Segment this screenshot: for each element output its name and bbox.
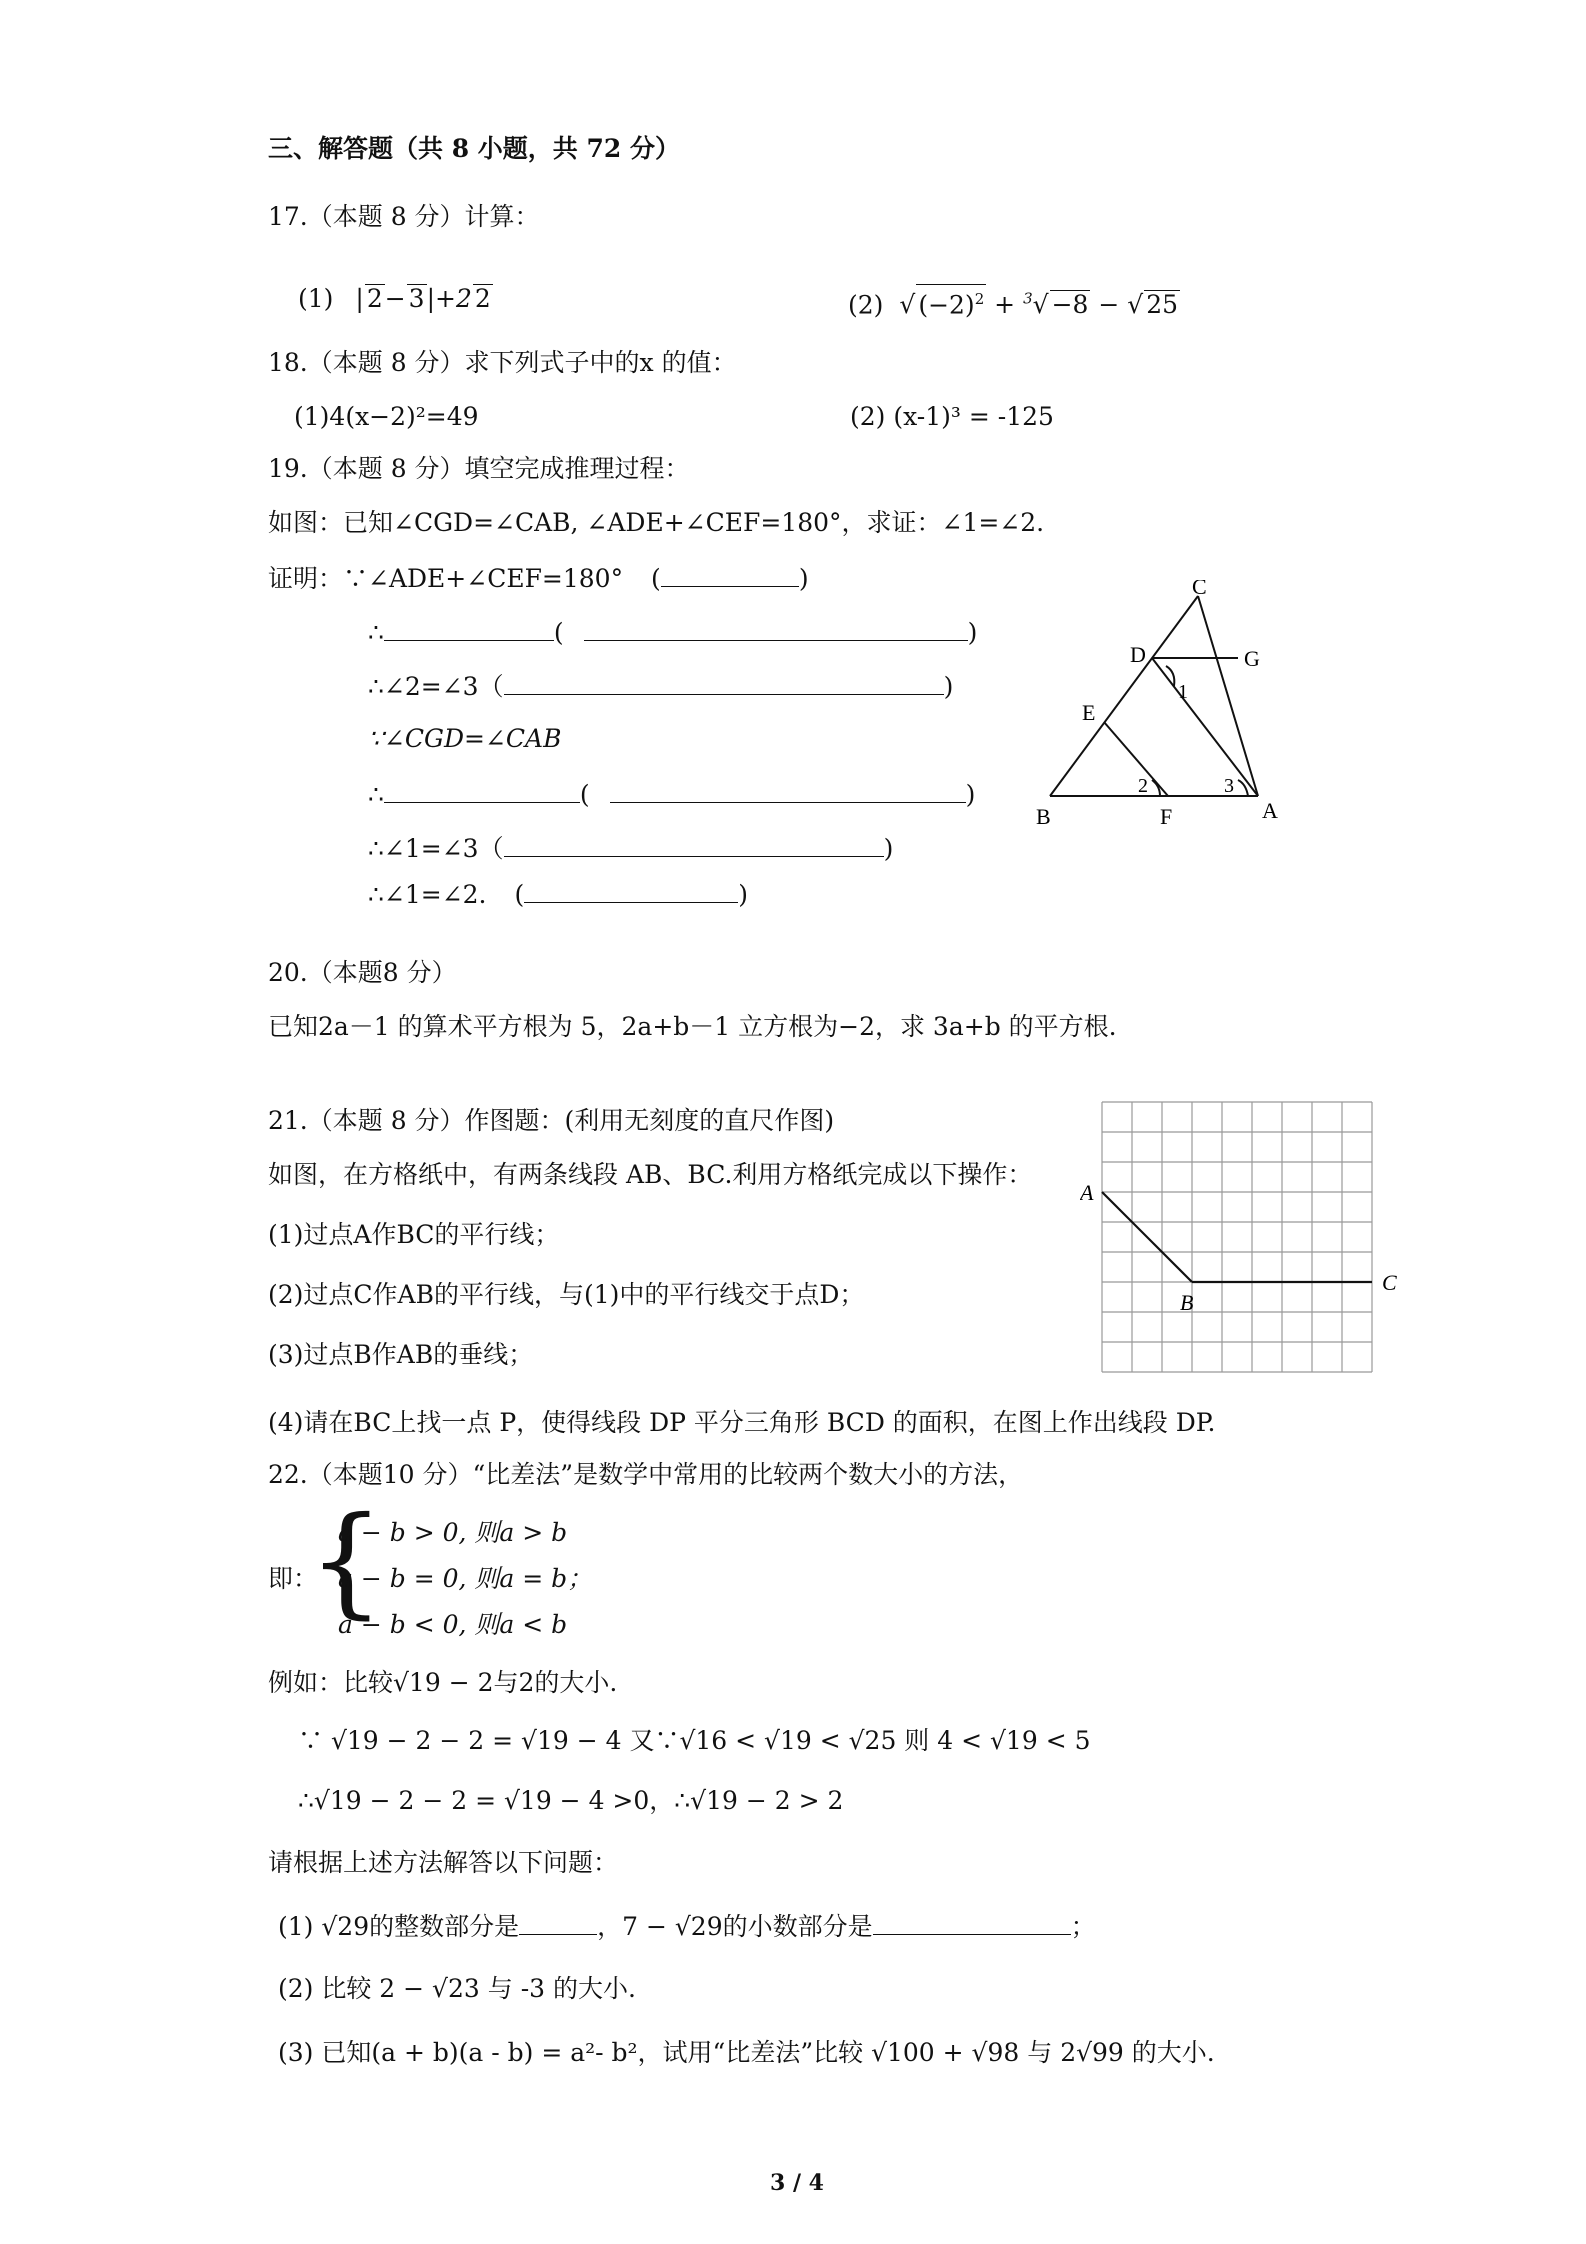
q19-step4: ∴ ( ) — [368, 776, 975, 812]
q19-step2: ∴∠2=∠3（ ) — [368, 668, 953, 704]
q19-step3: ∵∠CGD=∠CAB — [368, 724, 562, 753]
q22-example: 例如：比较√19 − 2与2的大小. — [268, 1668, 618, 1697]
fig-label-f: F — [1160, 804, 1173, 829]
q17-part1: (1) | 2− 3|+2 2 — [298, 284, 491, 313]
q19-step4-text: ∴ — [368, 780, 384, 809]
cases-brace: { — [308, 1492, 385, 1631]
grid-label-c: C — [1382, 1270, 1397, 1295]
answer-blank[interactable] — [661, 560, 799, 587]
q17-part2: (2) √ $(-2)^2 + ^3√ -8$ − √ 25 — [848, 282, 1180, 322]
q22-part1-b: ，7 − √29的小数部分是 — [597, 1912, 873, 1941]
q19-step6: ∴∠1=∠2. ( ) — [368, 876, 748, 912]
q17-part2-label: (2) — [848, 290, 884, 320]
q22-part1 — [278, 1908, 1096, 1944]
q19-step6-text: ∴∠1=∠2. — [368, 880, 487, 909]
answer-blank[interactable] — [384, 776, 580, 803]
answer-blank[interactable] — [504, 830, 884, 857]
fig-angle-1: 1 — [1178, 681, 1188, 703]
q22-prompt: 请根据上述方法解答以下问题： — [268, 1848, 619, 1877]
q19-step5-text: ∴∠1=∠3 — [368, 834, 479, 863]
q19-step2-text: ∴∠2=∠3 — [368, 672, 479, 701]
answer-blank[interactable] — [519, 1908, 597, 1935]
fig-label-c: C — [1192, 580, 1207, 599]
q21-step4: (4)请在BC上找一点 P，使得线段 DP 平分三角形 BCD 的面积，在图上作出线段 DP. — [268, 1408, 1216, 1437]
q19-heading: 19.（本题 8 分）填空完成推理过程： — [268, 454, 690, 483]
grid-label-b: B — [1180, 1290, 1194, 1315]
answer-blank[interactable] — [524, 876, 738, 903]
fig-label-d: D — [1130, 642, 1146, 667]
q20-body: 已知2a－1 的算术平方根为 5，2a+b－1 立方根为−2，求 3a+b 的平方根. — [268, 1012, 1117, 1041]
q21-step1: (1)过点A作BC的平行线； — [268, 1220, 560, 1249]
q19-triangle-figure — [1010, 580, 1310, 830]
q19-step5: ∴∠1=∠3（ ) — [368, 830, 893, 866]
q19-proof-start: 证明：∵∠ADE+∠CEF=180° ( ) — [268, 560, 809, 596]
q22-heading: 22.（本题10 分）“比差法”是数学中常用的比较两个数大小的方法， — [268, 1460, 1024, 1489]
grid-label-a: A — [1080, 1180, 1094, 1205]
q19-step1: ∴ ( ) — [368, 614, 977, 650]
q19-step1-text: ∴ — [368, 618, 384, 647]
q22-case2: a − b = 0, 则a = b； — [338, 1564, 593, 1593]
q22-ji: 即： — [268, 1564, 319, 1593]
answer-blank[interactable] — [504, 668, 944, 695]
q22-case3: a − b < 0, 则a < b — [338, 1610, 568, 1639]
q22-example-line1: ∵ √19 − 2 − 2 = √19 − 4 又∵√16 < √19 < √25 则 4 < √19 < 5 — [298, 1726, 1091, 1755]
q22-example-line2: ∴√19 − 2 − 2 = √19 − 4 >0，∴√19 − 2 > 2 — [298, 1786, 844, 1815]
q22-case1: a − b > 0, 则a > b — [338, 1518, 568, 1547]
fig-label-a: A — [1262, 798, 1278, 823]
q19-given: 如图：已知∠CGD=∠CAB, ∠ADE+∠CEF=180°，求证：∠1=∠2. — [268, 508, 1045, 537]
answer-blank[interactable] — [610, 776, 966, 803]
q17-part1-label: (1) — [298, 284, 334, 313]
q21-step3: (3)过点B作AB的垂线； — [268, 1340, 534, 1369]
fig-label-g: G — [1244, 646, 1260, 671]
fig-angle-2: 2 — [1138, 775, 1148, 797]
page-number: 3 / 4 — [770, 2170, 824, 2196]
fig-label-b: B — [1036, 804, 1051, 829]
q20-heading: 20.（本题8 分） — [268, 958, 457, 987]
q21-heading: 21.（本题 8 分）作图题：(利用无刻度的直尺作图) — [268, 1106, 835, 1135]
answer-blank[interactable] — [584, 614, 968, 641]
q21-step2: (2)过点C作AB的平行线，与(1)中的平行线交于点D； — [268, 1280, 865, 1309]
fig-angle-3: 3 — [1224, 775, 1234, 797]
section-title: 三、解答题（共 8 小题，共 72 分） — [268, 134, 681, 163]
q17-heading: 17.（本题 8 分）计算： — [268, 202, 540, 231]
q22-part3: (3) 已知(a + b)(a - b) = a²- b²，试用“比差法”比较 √100 + √98 与 2√99 的大小. — [278, 2038, 1215, 2067]
q18-part2: (2) (x-1)³ = -125 — [850, 402, 1054, 431]
q21-intro: 如图，在方格纸中，有两条线段 AB、BC.利用方格纸完成以下操作： — [268, 1160, 1033, 1189]
q22-part1-a: (1) √29的整数部分是 — [278, 1912, 520, 1941]
q18-part1: (1)4(x−2)²=49 — [294, 402, 479, 431]
answer-blank[interactable] — [384, 614, 554, 641]
fig-label-e: E — [1082, 700, 1096, 725]
q22-part1-c: ； — [1070, 1912, 1096, 1941]
q18-heading: 18.（本题 8 分）求下列式子中的x 的值： — [268, 348, 737, 377]
q19-proof-start-text: 证明：∵∠ADE+∠CEF=180° — [268, 564, 624, 593]
q22-part2: (2) 比较 2 − √23 与 -3 的大小. — [278, 1974, 636, 2003]
answer-blank[interactable] — [873, 1908, 1071, 1935]
q21-grid-figure — [1080, 1090, 1440, 1390]
